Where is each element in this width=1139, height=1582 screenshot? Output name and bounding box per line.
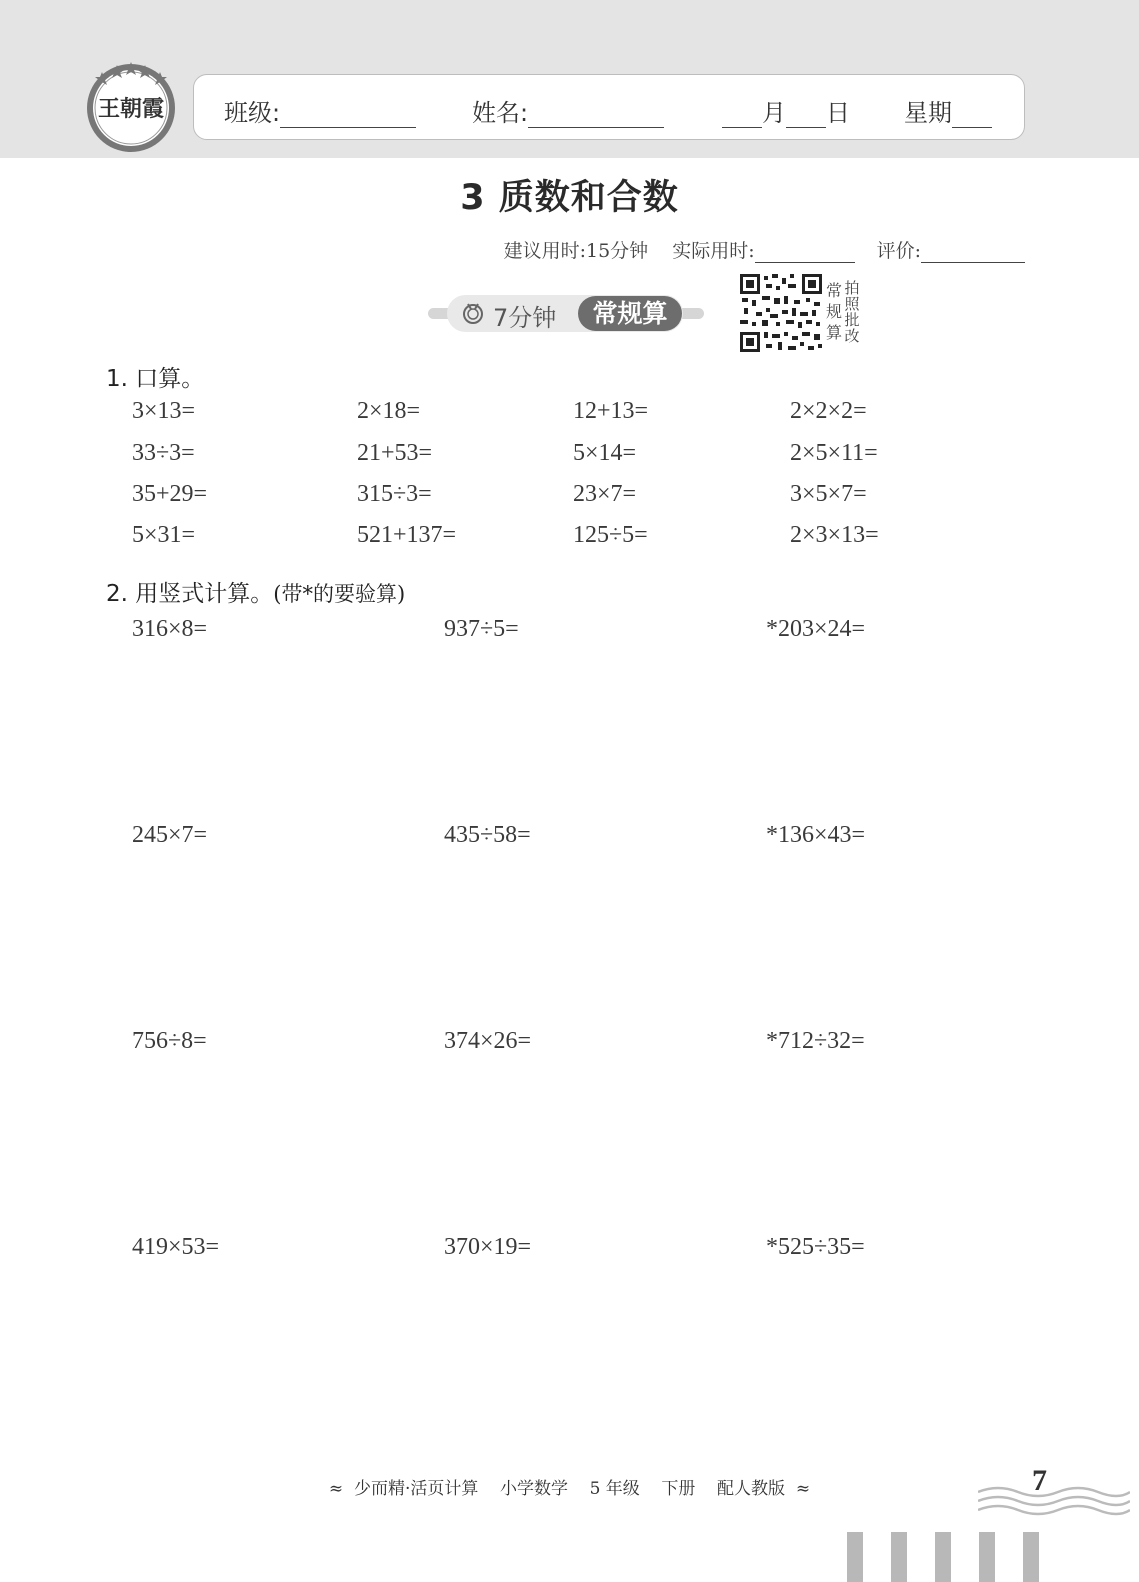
rating-label: 评价: (876, 240, 921, 262)
qr-caption-right: 拍 照 批 改 (844, 279, 860, 345)
oral-calc-item[interactable]: 35+29= (132, 481, 208, 507)
qr-caption-left: 常 规 算 (825, 281, 842, 342)
vertical-calc-item[interactable]: 370×19= (444, 1234, 532, 1260)
page-number: 7 (1032, 1464, 1047, 1497)
section1-heading: 1. 口算。 (106, 366, 205, 392)
oral-calc-item[interactable]: 3×13= (132, 398, 196, 424)
vertical-calc-item[interactable]: *712÷32= (766, 1028, 865, 1054)
oral-calc-item[interactable]: 23×7= (573, 481, 637, 507)
month-blank[interactable] (722, 103, 762, 128)
time-info (504, 236, 1025, 263)
weekday-blank[interactable] (952, 103, 992, 128)
date-field[interactable] (722, 93, 850, 128)
vertical-calc-item[interactable]: 374×26= (444, 1028, 532, 1054)
oral-calc-item[interactable]: 5×14= (573, 440, 637, 466)
class-label: 班级: (224, 99, 281, 127)
qr-code[interactable] (740, 274, 822, 352)
oral-calc-item[interactable]: 3×5×7= (790, 481, 867, 507)
footer-text: ≈ 少而精·活页计算 小学数学 5 年级 下册 配人教版 ≈ (328, 1479, 811, 1499)
weekday-label: 星期 (904, 99, 952, 127)
month-label: 月 (762, 99, 786, 127)
wave-decoration-icon (978, 1484, 1130, 1518)
logo-text: 王朝霞 (97, 96, 165, 122)
day-label: 日 (826, 99, 850, 127)
vertical-calc-item[interactable]: 245×7= (132, 822, 208, 848)
medal-icon (461, 301, 485, 325)
vertical-calc-item[interactable]: 435÷58= (444, 822, 531, 848)
oral-calc-item[interactable]: 2×3×13= (790, 522, 879, 548)
day-blank[interactable] (786, 103, 826, 128)
name-label: 姓名: (472, 99, 529, 127)
page-title: 3 质数和合数 (460, 178, 679, 218)
vertical-calc-item[interactable]: 419×53= (132, 1234, 220, 1260)
stripe-decoration (847, 1532, 1047, 1582)
oral-calc-item[interactable]: 125÷5= (573, 522, 648, 548)
oral-calc-item[interactable]: 5×31= (132, 522, 196, 548)
class-blank[interactable] (280, 103, 416, 128)
oral-calc-item[interactable]: 2×2×2= (790, 398, 867, 424)
oral-calc-item[interactable]: 315÷3= (357, 481, 432, 507)
badge-label: 常规算 (578, 296, 682, 331)
oral-calc-item[interactable]: 12+13= (573, 398, 649, 424)
section2-heading: 2. 用竖式计算。(带*的要验算) (106, 581, 406, 607)
actual-time-blank[interactable] (755, 242, 855, 263)
oral-calc-item[interactable]: 33÷3= (132, 440, 195, 466)
vertical-calc-item[interactable]: *203×24= (766, 616, 866, 642)
vertical-calc-item[interactable]: 756÷8= (132, 1028, 207, 1054)
student-info-box (193, 74, 1025, 140)
vertical-calc-item[interactable]: *525÷35= (766, 1234, 865, 1260)
class-field[interactable] (224, 93, 416, 128)
oral-calc-item[interactable]: 521+137= (357, 522, 457, 548)
badge-time: 7分钟 (493, 304, 557, 332)
rating-blank[interactable] (921, 242, 1025, 263)
oral-calc-item[interactable]: 2×18= (357, 398, 421, 424)
name-blank[interactable] (528, 103, 664, 128)
oral-calc-item[interactable]: 2×5×11= (790, 440, 878, 466)
section2-note: (带*的要验算) (273, 582, 406, 606)
weekday-field[interactable] (904, 93, 992, 128)
vertical-calc-item[interactable]: 316×8= (132, 616, 208, 642)
actual-time-label: 实际用时: (672, 240, 755, 262)
wangzhaoxia-seal-logo (84, 60, 178, 154)
vertical-calc-item[interactable]: *136×43= (766, 822, 866, 848)
oral-calc-item[interactable]: 21+53= (357, 440, 433, 466)
name-field[interactable] (472, 93, 664, 128)
suggested-time: 建议用时:15分钟 (503, 240, 649, 262)
vertical-calc-item[interactable]: 937÷5= (444, 616, 519, 642)
